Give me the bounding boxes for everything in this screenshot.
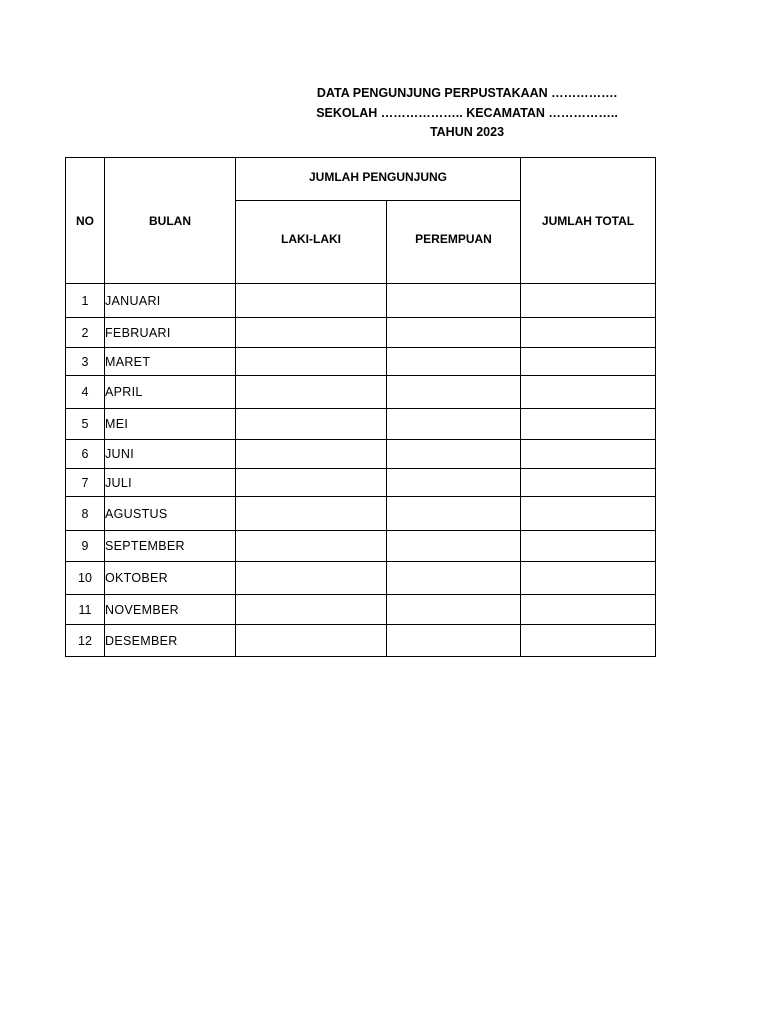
male-count-cell[interactable] [236, 284, 387, 318]
total-count-cell[interactable] [521, 497, 656, 531]
total-count-cell[interactable] [521, 595, 656, 625]
document-header [232, 84, 702, 143]
total-count-cell[interactable] [521, 440, 656, 469]
total-count-cell[interactable] [521, 348, 656, 376]
row-number: 12 [66, 625, 105, 657]
table-row [66, 440, 656, 469]
female-count-cell[interactable] [387, 284, 521, 318]
header-month: BULAN [105, 158, 236, 284]
header-visitor-count: JUMLAH PENGUNJUNG [236, 158, 521, 201]
header-male: LAKI-LAKI [236, 201, 387, 284]
row-month: JULI [105, 469, 236, 497]
total-count-cell[interactable] [521, 376, 656, 409]
total-count-cell[interactable] [521, 562, 656, 595]
header-school-district: SEKOLAH ……………….. KECAMATAN …………….. [316, 105, 618, 120]
total-count-cell[interactable] [521, 625, 656, 657]
row-month: APRIL [105, 376, 236, 409]
row-month: DESEMBER [105, 625, 236, 657]
row-number: 11 [66, 595, 105, 625]
row-month: FEBRUARI [105, 318, 236, 348]
row-number: 2 [66, 318, 105, 348]
table-row [66, 625, 656, 657]
male-count-cell[interactable] [236, 531, 387, 562]
row-number: 10 [66, 562, 105, 595]
total-count-cell[interactable] [521, 531, 656, 562]
male-count-cell[interactable] [236, 318, 387, 348]
row-number: 9 [66, 531, 105, 562]
visitor-table [65, 157, 656, 657]
female-count-cell[interactable] [387, 497, 521, 531]
row-month: SEPTEMBER [105, 531, 236, 562]
row-number: 3 [66, 348, 105, 376]
total-count-cell[interactable] [521, 409, 656, 440]
total-count-cell[interactable] [521, 284, 656, 318]
male-count-cell[interactable] [236, 497, 387, 531]
row-month: MEI [105, 409, 236, 440]
female-count-cell[interactable] [387, 409, 521, 440]
table-row [66, 409, 656, 440]
male-count-cell[interactable] [236, 376, 387, 409]
table-row [66, 284, 656, 318]
female-count-cell[interactable] [387, 562, 521, 595]
table-row [66, 318, 656, 348]
total-count-cell[interactable] [521, 318, 656, 348]
table-row [66, 531, 656, 562]
female-count-cell[interactable] [387, 469, 521, 497]
row-month: JANUARI [105, 284, 236, 318]
header-title: DATA PENGUNJUNG PERPUSTAKAAN ……………. [316, 86, 618, 100]
male-count-cell[interactable] [236, 440, 387, 469]
header-no: NO [66, 158, 105, 284]
row-number: 1 [66, 284, 105, 318]
female-count-cell[interactable] [387, 531, 521, 562]
female-count-cell[interactable] [387, 440, 521, 469]
row-month: OKTOBER [105, 562, 236, 595]
header-total: JUMLAH TOTAL [521, 158, 656, 284]
table-row [66, 469, 656, 497]
table-row [66, 348, 656, 376]
female-count-cell[interactable] [387, 348, 521, 376]
row-number: 5 [66, 409, 105, 440]
table-row [66, 376, 656, 409]
header-female: PEREMPUAN [387, 201, 521, 284]
male-count-cell[interactable] [236, 469, 387, 497]
row-month: MARET [105, 348, 236, 376]
female-count-cell[interactable] [387, 595, 521, 625]
row-number: 6 [66, 440, 105, 469]
row-number: 8 [66, 497, 105, 531]
male-count-cell[interactable] [236, 562, 387, 595]
male-count-cell[interactable] [236, 595, 387, 625]
female-count-cell[interactable] [387, 376, 521, 409]
row-number: 4 [66, 376, 105, 409]
table-row [66, 497, 656, 531]
table-row [66, 595, 656, 625]
total-count-cell[interactable] [521, 469, 656, 497]
row-number: 7 [66, 469, 105, 497]
table-row [66, 562, 656, 595]
row-month: JUNI [105, 440, 236, 469]
male-count-cell[interactable] [236, 409, 387, 440]
male-count-cell[interactable] [236, 348, 387, 376]
header-year: TAHUN 2023 [429, 125, 505, 139]
male-count-cell[interactable] [236, 625, 387, 657]
female-count-cell[interactable] [387, 318, 521, 348]
row-month: NOVEMBER [105, 595, 236, 625]
table-body [66, 284, 656, 657]
female-count-cell[interactable] [387, 625, 521, 657]
row-month: AGUSTUS [105, 497, 236, 531]
